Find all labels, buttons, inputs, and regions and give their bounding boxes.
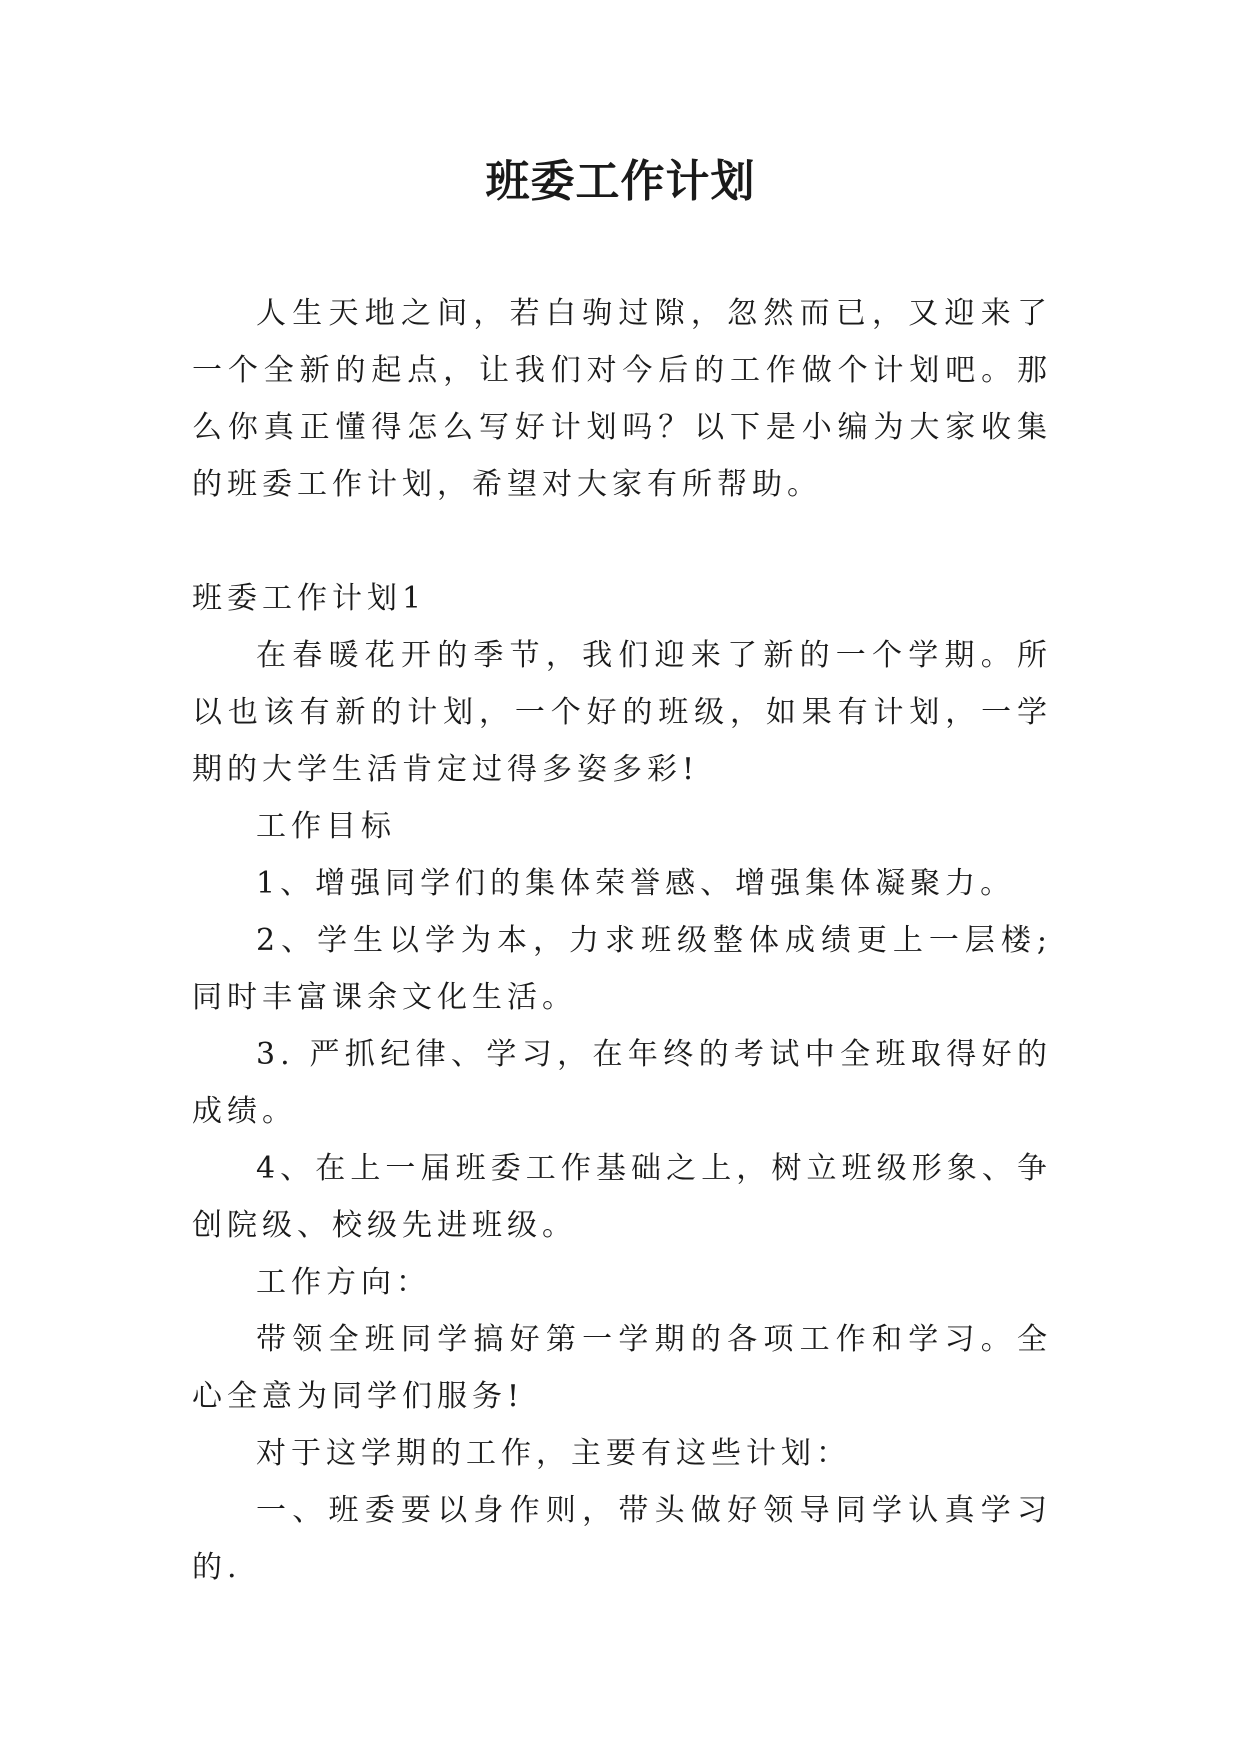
paragraph: 一、班委要以身作则，带头做好领导同学认真学习的. [192,1493,1052,1585]
spacer [192,513,1052,570]
paragraph: 在春暖花开的季节，我们迎来了新的一个学期。所以也该有新的计划，一个好的班级，如果有计划，一学期的大学生活肯定过得多姿多彩! [192,638,1052,787]
intro-paragraph: 人生天地之间，若白驹过隙，忽然而已，又迎来了一个全新的起点，让我们对今后的工作做个计划吧。那么你真正懂得怎么写好计划吗？以下是小编为大家收集的班委工作计划，希望对大家有所帮助。 [192,296,1052,502]
section-heading: 班委工作计划1 [192,581,427,616]
paragraph: 4、在上一届班委工作基础之上，树立班级形象、争创院级、校级先进班级。 [192,1151,1052,1243]
paragraph: 3. 严抓纪律、学习，在年终的考试中全班取得好的成绩。 [192,1037,1052,1129]
paragraph: 对于这学期的工作，主要有这些计划： [256,1436,851,1471]
document-title: 班委工作计划 [485,156,756,207]
paragraph: 工作目标 [256,809,396,844]
paragraph: 带领全班同学搞好第一学期的各项工作和学习。全心全意为同学们服务! [192,1322,1052,1414]
document-body [192,285,1052,1596]
paragraph: 工作方向： [256,1265,431,1300]
paragraph: 1、增强同学们的集体荣誉感、增强集体凝聚力。 [256,866,1016,901]
paragraph: 2、学生以学为本，力求班级整体成绩更上一层楼;同时丰富课余文化生活。 [192,923,1052,1015]
